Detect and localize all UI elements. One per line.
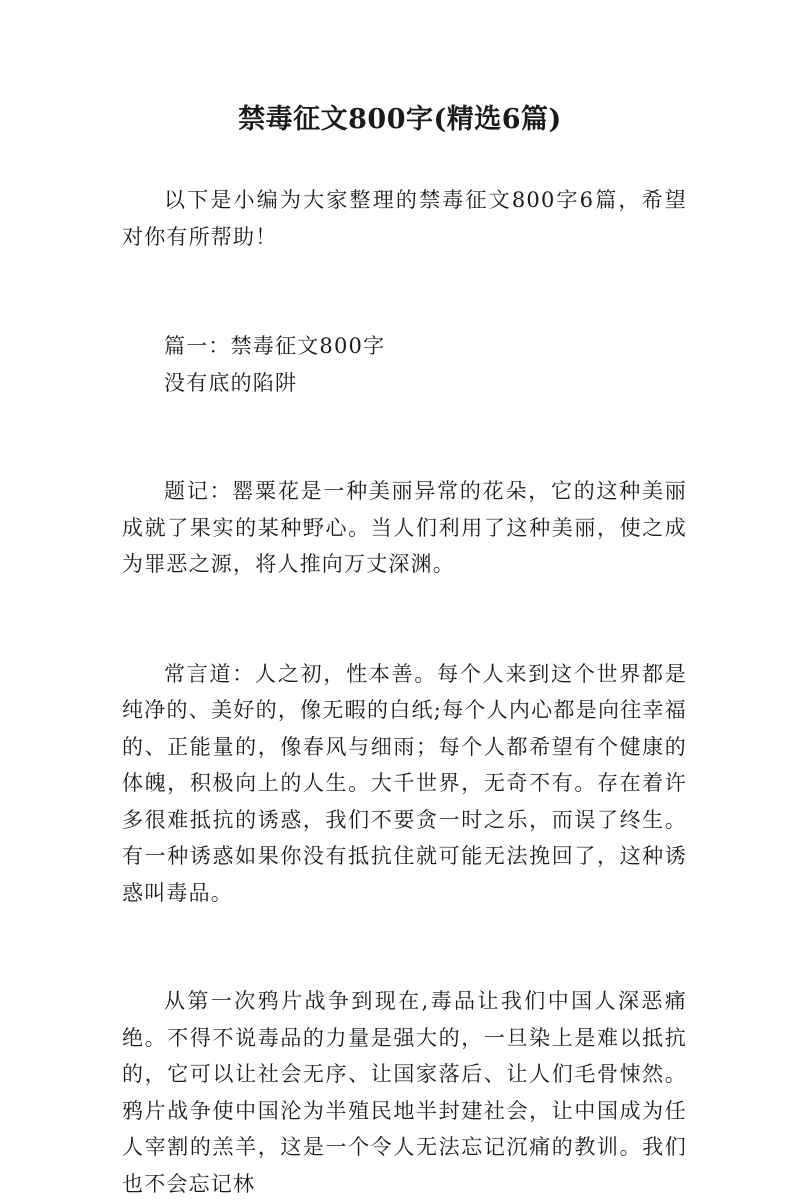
paragraph-epigraph: 题记：罂粟花是一种美丽异常的花朵，它的这种美丽成就了果实的某种野心。当人们利用了这种美丽，使之成为罪恶之源，将人推向万丈深渊。 bbox=[122, 479, 687, 576]
spacer bbox=[122, 255, 687, 292]
spacer bbox=[122, 583, 687, 620]
document-body bbox=[122, 182, 687, 1202]
paragraph-body-1: 常言道：人之初，性本善。每个人来到这个世界都是纯净的、美好的，像无暇的白纸;每个人内心都是向往幸福的、正能量的，像春风与细雨；每个人都希望有个健康的体魄，积极向上的人生。大千世界，无奇不有。存在着许多很难抵抗的诱惑，我们不要贪一时之乐，而误了终生。有一种诱惑如果你没有抵抗住就可能无法挽回了，这种诱惑叫毒品。 bbox=[122, 661, 687, 905]
intro-paragraph: 以下是小编为大家整理的禁毒征文800字6篇，希望对你有所帮助！ bbox=[122, 188, 687, 249]
spacer bbox=[122, 292, 687, 328]
spacer bbox=[122, 911, 687, 948]
paragraph-body-2: 从第一次鸦片战争到现在,毒品让我们中国人深恶痛绝。不得不说毒品的力量是强大的，一旦染上是难以抵抗的，它可以让社会无序、让国家落后、让人们毛骨悚然。鸦片战争使中国沦为半殖民地半封建社会，让中国成为任人宰割的羔羊，这是一个令人无法忘记沉痛的教训。我们也不会忘记林 bbox=[122, 989, 687, 1196]
spacer bbox=[122, 438, 687, 473]
spacer bbox=[122, 948, 687, 983]
section-heading: 篇一：禁毒征文800字 bbox=[164, 334, 386, 358]
document-title: 禁毒征文800字(精选6篇) bbox=[238, 104, 562, 135]
section-subtitle: 没有底的陷阱 bbox=[164, 370, 298, 395]
spacer bbox=[122, 401, 687, 438]
spacer bbox=[122, 620, 687, 656]
